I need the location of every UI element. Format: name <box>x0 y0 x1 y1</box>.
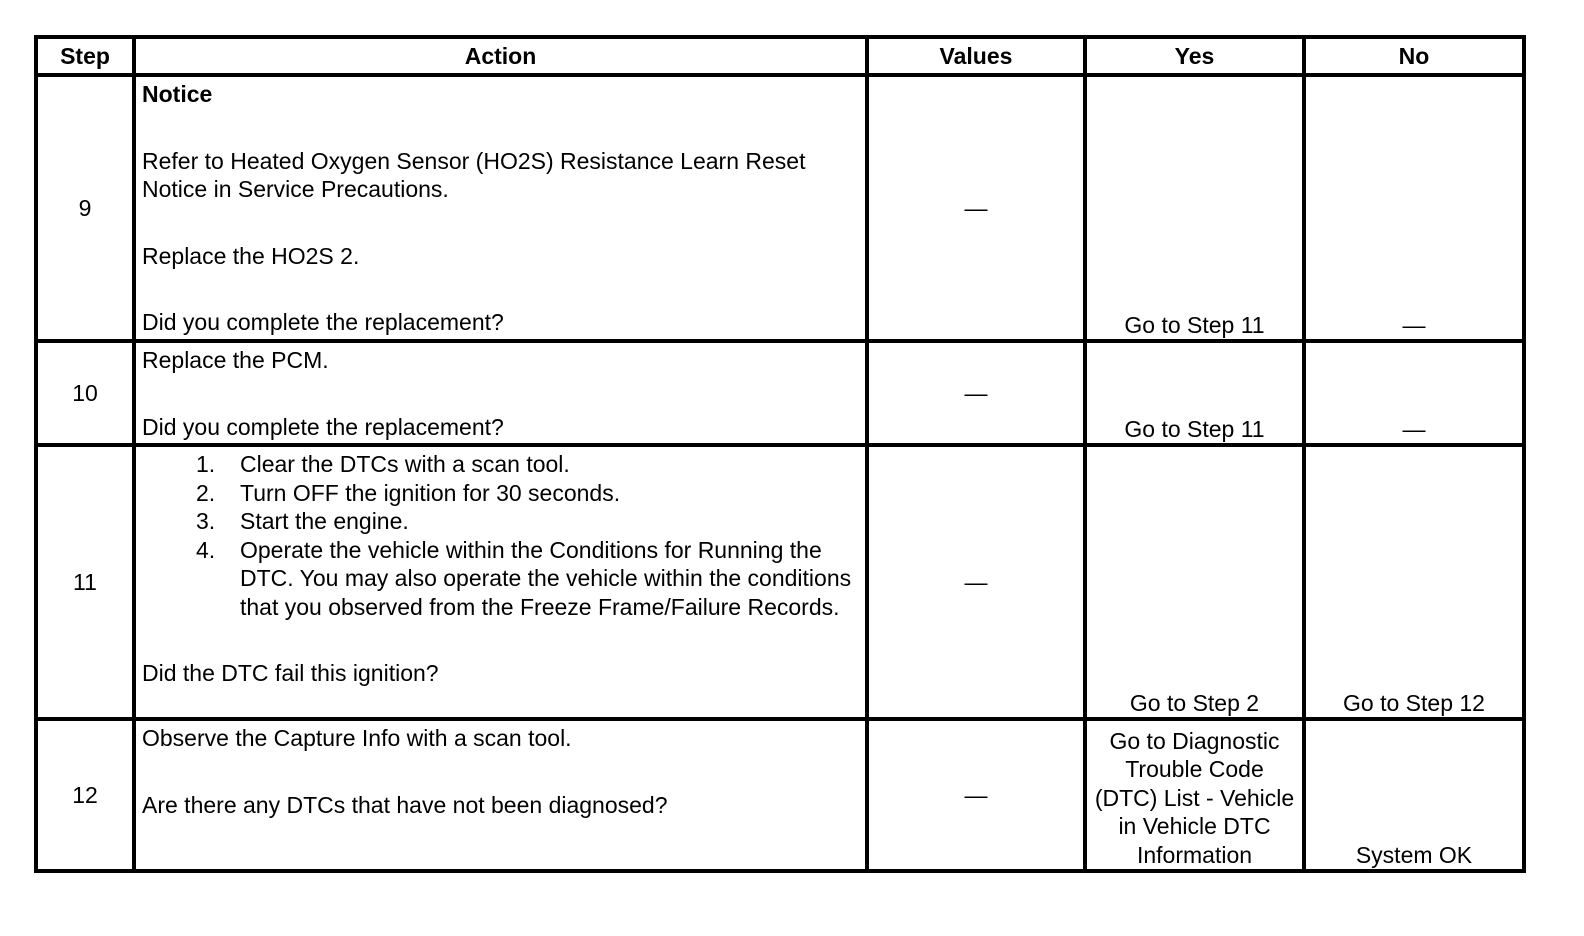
action-question: Did you complete the replacement? <box>142 413 504 440</box>
spacer <box>142 204 859 242</box>
list-number: 1. <box>196 451 216 477</box>
action-text: Replace the HO2S 2. <box>142 242 360 269</box>
yes-link[interactable]: Go to Diagnostic Trouble Code (DTC) List - Vehicle in Vehicle DTC Information <box>1085 719 1304 871</box>
header-step: Step <box>36 37 134 75</box>
action-cell <box>134 75 867 341</box>
list-number: 3. <box>196 508 216 534</box>
list-item <box>142 479 859 508</box>
header-action: Action <box>134 37 867 75</box>
no-cell: — <box>1304 341 1524 445</box>
table-row-step-11 <box>36 445 1524 719</box>
values-cell: — <box>867 719 1085 871</box>
spacer <box>142 621 859 659</box>
no-cell: — <box>1304 75 1524 341</box>
header-yes: Yes <box>1085 37 1304 75</box>
list-number: 4. <box>196 536 216 563</box>
table-row-step-10 <box>36 341 1524 445</box>
list-text: Clear the DTCs with a scan tool. <box>240 451 570 477</box>
spacer <box>142 375 859 413</box>
header-no: No <box>1304 37 1524 75</box>
no-link[interactable]: Go to Step 12 <box>1304 445 1524 719</box>
list-item <box>142 450 859 479</box>
spacer <box>142 109 859 147</box>
yes-link[interactable]: Go to Step 11 <box>1085 341 1304 445</box>
table-row-step-9 <box>36 75 1524 341</box>
notice-label: Notice <box>142 81 213 107</box>
list-text: Operate the vehicle within the Conditions for Running the DTC. You may also operate the vehicle within the conditions that you observed from the Freeze Frame/Failure Records. <box>240 536 852 620</box>
list-text: Start the engine. <box>240 508 409 534</box>
list-item <box>142 507 859 536</box>
yes-link[interactable]: Go to Step 2 <box>1085 445 1304 719</box>
step-number: 9 <box>36 75 134 341</box>
action-cell <box>134 445 867 719</box>
list-item <box>142 536 859 622</box>
action-question: Did the DTC fail this ignition? <box>142 660 439 686</box>
yes-link[interactable]: Go to Step 11 <box>1085 75 1304 341</box>
diagnostic-table <box>34 35 1526 873</box>
header-values: Values <box>867 37 1085 75</box>
action-cell <box>134 341 867 445</box>
spacer <box>142 270 859 308</box>
step-number: 10 <box>36 341 134 445</box>
action-cell <box>134 719 867 871</box>
action-text: Refer to Heated Oxygen Sensor (HO2S) Resistance Learn Reset Notice in Service Precautions. <box>142 147 806 202</box>
action-text: Observe the Capture Info with a scan tool. <box>142 725 572 751</box>
table-row-step-12 <box>36 719 1524 871</box>
step-number: 12 <box>36 719 134 871</box>
action-text: Replace the PCM. <box>142 347 329 373</box>
step-number: 11 <box>36 445 134 719</box>
procedure-list <box>142 450 859 621</box>
list-number: 2. <box>196 479 216 506</box>
action-question: Are there any DTCs that have not been diagnosed? <box>142 791 668 818</box>
values-cell: — <box>867 445 1085 719</box>
action-question: Did you complete the replacement? <box>142 309 504 335</box>
no-cell: System OK <box>1304 719 1524 871</box>
list-text: Turn OFF the ignition for 30 seconds. <box>240 479 621 506</box>
spacer <box>142 753 859 791</box>
values-cell: — <box>867 75 1085 341</box>
values-cell: — <box>867 341 1085 445</box>
header-row <box>36 37 1524 75</box>
